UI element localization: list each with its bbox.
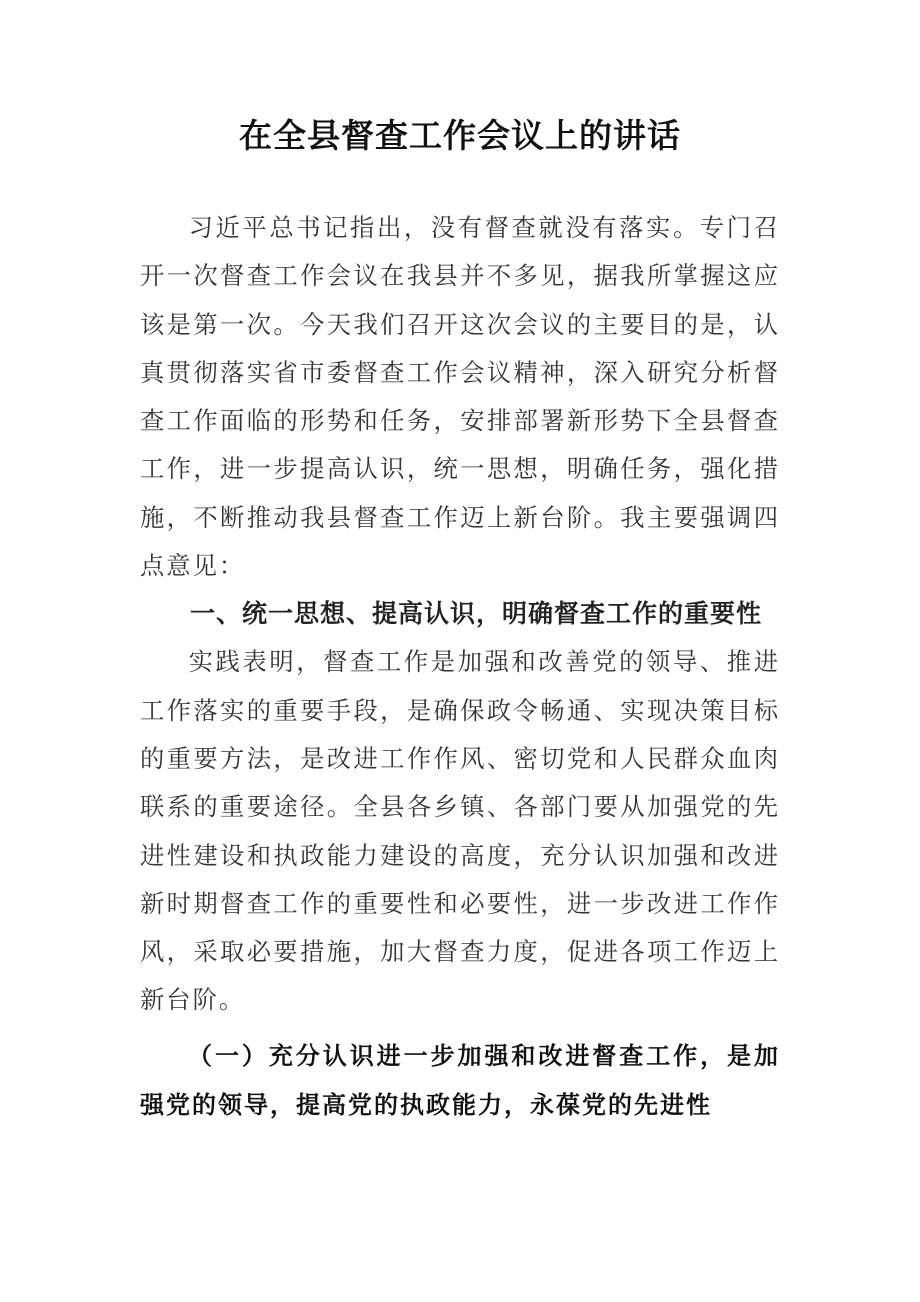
document-body <box>140 204 780 1129</box>
document-title: 在全县督查工作会议上的讲话 <box>239 116 681 155</box>
subsection-heading-1: （一）充分认识进一步加强和改进督查工作，是加强党的领导，提高党的执政能力，永葆党的先进性 <box>140 1040 780 1119</box>
intro-paragraph: 习近平总书记指出，没有督查就没有落实。专门召开一次督查工作会议在我县并不多见，据我所掌握这应该是第一次。今天我们召开这次会议的主要目的是，认真贯彻落实省市委督查工作会议精神，深入研究分析督查工作面临的形势和任务，安排部署新形势下全县督查工作，进一步提高认识，统一思想，明确任务，强化措施，不断推动我县督查工作迈上新台阶。我主要强调四点意见： <box>140 213 780 581</box>
section-heading-1: 一、统一思想、提高认识，明确督查工作的重要性 <box>190 599 763 629</box>
section-1-paragraph: 实践表明，督查工作是加强和改善党的领导、推进工作落实的重要手段，是确保政令畅通、实现决策目标的重要方法，是改进工作作风、密切党和人民群众血肉联系的重要途径。全县各乡镇、各部门要从加强党的先进性建设和执政能力建设的高度，充分认识加强和改进新时期督查工作的重要性和必要性，进一步改进工作作风，采取必要措施，加大督查力度，促进各项工作迈上新台阶。 <box>140 647 780 1015</box>
